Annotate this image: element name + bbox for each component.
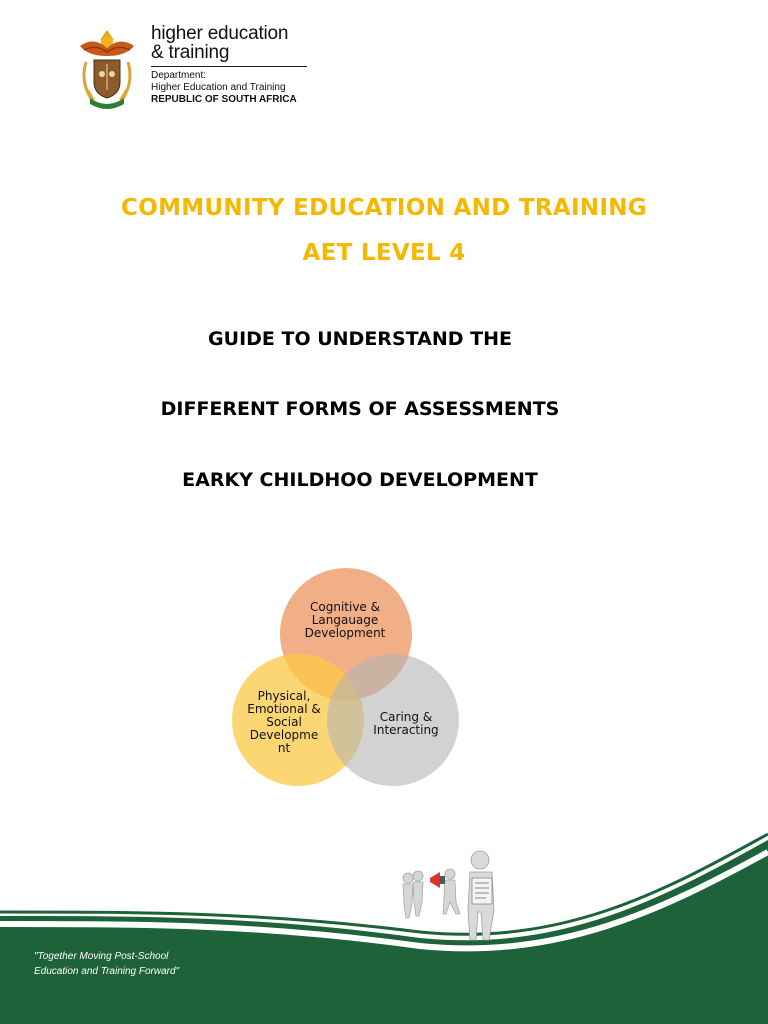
brand-divider [151, 66, 307, 67]
venn-label-caring: Caring & Interacting [373, 710, 439, 737]
venn-label-cognitive: Cognitive & Langauage Development [304, 600, 386, 640]
tagline-line-1: "Together Moving Post-School [34, 951, 169, 962]
footer-tagline [34, 949, 234, 979]
venn-label-physical: Physical, Emotional & Social Developme nt [247, 689, 321, 755]
brand-line-1: higher education [151, 23, 289, 44]
logo-text [151, 24, 321, 106]
people-megaphone-illustration [394, 848, 510, 942]
subtitle-line-2: DIFFERENT FORMS OF ASSESSMENTS [160, 398, 560, 420]
coat-of-arms-icon [74, 26, 140, 112]
department-name: Higher Education and Training [151, 82, 286, 93]
tagline-line-2: Education and Training Forward" [34, 966, 180, 977]
footer-wave [0, 820, 768, 1024]
main-title-line-1: COMMUNITY EDUCATION AND TRAINING [121, 195, 647, 221]
brand-line-2: & training [151, 42, 230, 63]
country-name: REPUBLIC OF SOUTH AFRICA [151, 94, 297, 105]
main-title-line-2: AET LEVEL 4 [302, 240, 466, 266]
subtitle-line-3: EARKY CHILDHOO DEVELOPMENT [182, 469, 538, 491]
dhet-logo-block [74, 24, 314, 114]
subtitle-line-1: GUIDE TO UNDERSTAND THE [208, 328, 512, 350]
department-label: Department: [151, 70, 207, 81]
venn-diagram [228, 564, 468, 794]
